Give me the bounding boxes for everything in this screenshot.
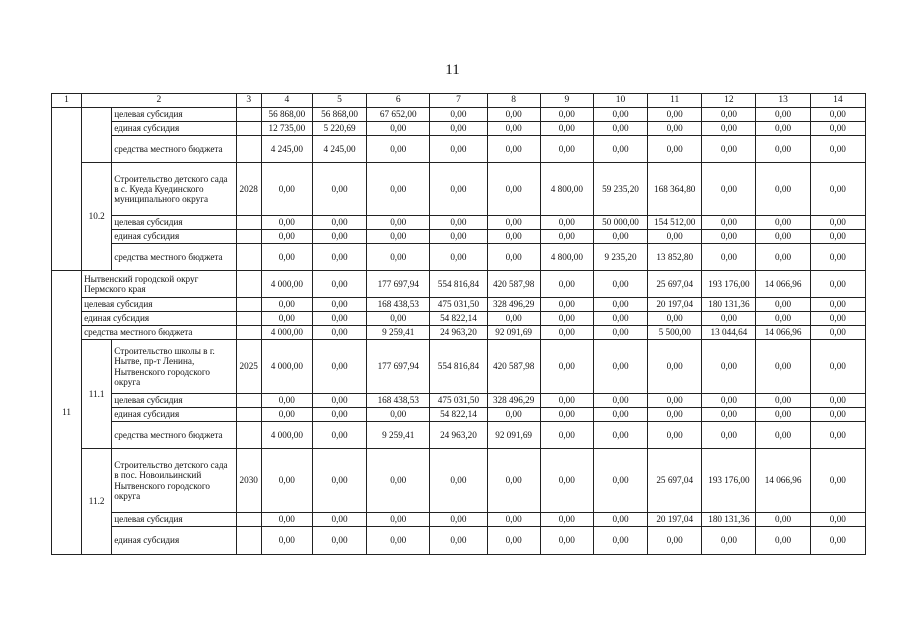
table-row xyxy=(52,244,866,271)
row-name: Нытвенский городской округ Пермского края xyxy=(82,271,237,298)
value-cell: 0,00 xyxy=(367,136,430,163)
table-row xyxy=(52,216,866,230)
table-row xyxy=(52,230,866,244)
row-name: единая субсидия xyxy=(112,408,236,422)
row-name: средства местного бюджета xyxy=(112,136,236,163)
budget-table xyxy=(51,93,866,555)
value-cell: 0,00 xyxy=(261,312,312,326)
year-cell xyxy=(236,136,261,163)
value-cell: 0,00 xyxy=(367,408,430,422)
value-cell: 0,00 xyxy=(312,271,366,298)
header-cell: 9 xyxy=(540,94,593,108)
value-cell: 0,00 xyxy=(810,527,865,555)
value-cell: 0,00 xyxy=(756,298,810,312)
value-cell: 0,00 xyxy=(487,527,540,555)
value-cell: 0,00 xyxy=(593,136,647,163)
value-cell: 0,00 xyxy=(810,122,865,136)
value-cell: 177 697,94 xyxy=(367,340,430,394)
value-cell: 180 131,36 xyxy=(702,513,756,527)
value-cell: 13 044,64 xyxy=(702,326,756,340)
subitem-number-cell: 11.1 xyxy=(82,340,112,449)
value-cell: 0,00 xyxy=(540,394,593,408)
value-cell: 67 652,00 xyxy=(367,108,430,122)
value-cell: 0,00 xyxy=(430,136,487,163)
year-cell: 2025 xyxy=(236,340,261,394)
value-cell: 554 816,84 xyxy=(430,271,487,298)
value-cell: 0,00 xyxy=(261,163,312,216)
row-name: целевая субсидия xyxy=(82,298,237,312)
value-cell: 0,00 xyxy=(810,163,865,216)
year-cell xyxy=(236,312,261,326)
value-cell: 0,00 xyxy=(261,513,312,527)
value-cell: 0,00 xyxy=(312,340,366,394)
value-cell: 0,00 xyxy=(810,513,865,527)
value-cell: 0,00 xyxy=(540,408,593,422)
value-cell: 0,00 xyxy=(648,527,702,555)
table-row xyxy=(52,513,866,527)
value-cell: 50 000,00 xyxy=(593,216,647,230)
value-cell: 0,00 xyxy=(540,271,593,298)
value-cell: 0,00 xyxy=(810,326,865,340)
value-cell: 0,00 xyxy=(810,216,865,230)
value-cell: 193 176,00 xyxy=(702,449,756,513)
row-name: Строительство детского сада в с. Куеда Куединского муниципального округа xyxy=(112,163,236,216)
value-cell: 475 031,50 xyxy=(430,394,487,408)
value-cell: 0,00 xyxy=(540,422,593,449)
table-row xyxy=(52,340,866,394)
value-cell: 0,00 xyxy=(430,122,487,136)
value-cell: 0,00 xyxy=(540,108,593,122)
value-cell: 0,00 xyxy=(367,230,430,244)
value-cell: 420 587,98 xyxy=(487,271,540,298)
value-cell: 0,00 xyxy=(593,230,647,244)
header-cell: 14 xyxy=(810,94,865,108)
value-cell: 0,00 xyxy=(648,108,702,122)
value-cell: 0,00 xyxy=(367,163,430,216)
value-cell: 0,00 xyxy=(312,513,366,527)
value-cell: 177 697,94 xyxy=(367,271,430,298)
value-cell: 0,00 xyxy=(593,122,647,136)
value-cell: 0,00 xyxy=(593,108,647,122)
subitem-number-cell xyxy=(82,108,112,163)
value-cell: 0,00 xyxy=(430,108,487,122)
value-cell: 0,00 xyxy=(702,122,756,136)
table-row xyxy=(52,527,866,555)
value-cell: 180 131,36 xyxy=(702,298,756,312)
value-cell: 0,00 xyxy=(487,230,540,244)
header-cell: 11 xyxy=(648,94,702,108)
row-name: целевая субсидия xyxy=(112,216,236,230)
row-name: целевая субсидия xyxy=(112,513,236,527)
value-cell: 0,00 xyxy=(312,230,366,244)
year-cell xyxy=(236,394,261,408)
value-cell: 0,00 xyxy=(810,136,865,163)
value-cell: 0,00 xyxy=(648,136,702,163)
value-cell: 0,00 xyxy=(756,340,810,394)
value-cell: 0,00 xyxy=(648,340,702,394)
value-cell: 25 697,04 xyxy=(648,271,702,298)
table-row xyxy=(52,163,866,216)
year-cell xyxy=(236,408,261,422)
value-cell: 0,00 xyxy=(756,422,810,449)
group-number-cell: 11 xyxy=(52,271,82,555)
value-cell: 0,00 xyxy=(312,408,366,422)
value-cell: 0,00 xyxy=(540,326,593,340)
year-cell xyxy=(236,326,261,340)
value-cell: 0,00 xyxy=(540,312,593,326)
header-cell: 13 xyxy=(756,94,810,108)
value-cell: 0,00 xyxy=(430,449,487,513)
value-cell: 9 235,20 xyxy=(593,244,647,271)
value-cell: 0,00 xyxy=(593,340,647,394)
value-cell: 0,00 xyxy=(593,271,647,298)
value-cell: 0,00 xyxy=(810,340,865,394)
value-cell: 0,00 xyxy=(261,449,312,513)
value-cell: 0,00 xyxy=(487,136,540,163)
value-cell: 0,00 xyxy=(540,136,593,163)
value-cell: 168 438,53 xyxy=(367,298,430,312)
value-cell: 0,00 xyxy=(593,422,647,449)
value-cell: 0,00 xyxy=(810,108,865,122)
header-cell: 3 xyxy=(236,94,261,108)
year-cell xyxy=(236,271,261,298)
table-row xyxy=(52,271,866,298)
table-row xyxy=(52,312,866,326)
value-cell: 0,00 xyxy=(312,449,366,513)
value-cell: 168 364,80 xyxy=(648,163,702,216)
value-cell: 0,00 xyxy=(702,230,756,244)
row-name: единая субсидия xyxy=(112,122,236,136)
value-cell: 4 000,00 xyxy=(261,340,312,394)
year-cell: 2030 xyxy=(236,449,261,513)
header-cell: 7 xyxy=(430,94,487,108)
value-cell: 9 259,41 xyxy=(367,326,430,340)
value-cell: 193 176,00 xyxy=(702,271,756,298)
table-row xyxy=(52,449,866,513)
value-cell: 0,00 xyxy=(756,230,810,244)
table-row xyxy=(52,326,866,340)
value-cell: 0,00 xyxy=(648,422,702,449)
value-cell: 0,00 xyxy=(702,163,756,216)
value-cell: 54 822,14 xyxy=(430,408,487,422)
value-cell: 0,00 xyxy=(367,244,430,271)
table-row xyxy=(52,122,866,136)
value-cell: 0,00 xyxy=(702,422,756,449)
value-cell: 0,00 xyxy=(487,312,540,326)
row-name: единая субсидия xyxy=(82,312,237,326)
value-cell: 9 259,41 xyxy=(367,422,430,449)
value-cell: 0,00 xyxy=(756,527,810,555)
row-name: целевая субсидия xyxy=(112,394,236,408)
table-row xyxy=(52,298,866,312)
value-cell: 0,00 xyxy=(593,527,647,555)
value-cell: 14 066,96 xyxy=(756,326,810,340)
value-cell: 0,00 xyxy=(540,527,593,555)
value-cell: 0,00 xyxy=(593,449,647,513)
value-cell: 56 868,00 xyxy=(312,108,366,122)
value-cell: 0,00 xyxy=(261,244,312,271)
value-cell: 0,00 xyxy=(430,527,487,555)
value-cell: 0,00 xyxy=(430,513,487,527)
value-cell: 0,00 xyxy=(648,312,702,326)
value-cell: 4 000,00 xyxy=(261,271,312,298)
value-cell: 0,00 xyxy=(648,394,702,408)
year-cell xyxy=(236,216,261,230)
header-row xyxy=(52,94,866,108)
value-cell: 0,00 xyxy=(487,449,540,513)
value-cell: 4 000,00 xyxy=(261,326,312,340)
value-cell: 4 000,00 xyxy=(261,422,312,449)
value-cell: 0,00 xyxy=(648,408,702,422)
value-cell: 0,00 xyxy=(593,298,647,312)
value-cell: 0,00 xyxy=(756,244,810,271)
value-cell: 13 852,80 xyxy=(648,244,702,271)
value-cell: 0,00 xyxy=(312,216,366,230)
value-cell: 12 735,00 xyxy=(261,122,312,136)
year-cell xyxy=(236,513,261,527)
header-cell: 2 xyxy=(82,94,237,108)
header-cell: 12 xyxy=(702,94,756,108)
value-cell: 0,00 xyxy=(487,216,540,230)
value-cell: 54 822,14 xyxy=(430,312,487,326)
value-cell: 0,00 xyxy=(540,340,593,394)
value-cell: 0,00 xyxy=(261,408,312,422)
value-cell: 0,00 xyxy=(367,513,430,527)
value-cell: 0,00 xyxy=(593,326,647,340)
subitem-number-cell: 10.2 xyxy=(82,163,112,271)
value-cell: 0,00 xyxy=(756,408,810,422)
value-cell: 0,00 xyxy=(593,312,647,326)
year-cell xyxy=(236,422,261,449)
value-cell: 0,00 xyxy=(810,298,865,312)
value-cell: 0,00 xyxy=(756,312,810,326)
year-cell xyxy=(236,108,261,122)
value-cell: 20 197,04 xyxy=(648,513,702,527)
value-cell: 0,00 xyxy=(702,136,756,163)
value-cell: 0,00 xyxy=(756,394,810,408)
table-row xyxy=(52,422,866,449)
value-cell: 0,00 xyxy=(312,326,366,340)
value-cell: 0,00 xyxy=(756,216,810,230)
year-cell xyxy=(236,122,261,136)
row-name: средства местного бюджета xyxy=(82,326,237,340)
value-cell: 56 868,00 xyxy=(261,108,312,122)
value-cell: 0,00 xyxy=(261,298,312,312)
value-cell: 0,00 xyxy=(810,312,865,326)
value-cell: 154 512,00 xyxy=(648,216,702,230)
table-row xyxy=(52,408,866,422)
value-cell: 0,00 xyxy=(702,108,756,122)
value-cell: 0,00 xyxy=(367,312,430,326)
value-cell: 20 197,04 xyxy=(648,298,702,312)
value-cell: 24 963,20 xyxy=(430,326,487,340)
value-cell: 554 816,84 xyxy=(430,340,487,394)
value-cell: 0,00 xyxy=(430,244,487,271)
value-cell: 0,00 xyxy=(312,298,366,312)
subitem-number-cell: 11.2 xyxy=(82,449,112,555)
value-cell: 475 031,50 xyxy=(430,298,487,312)
value-cell: 420 587,98 xyxy=(487,340,540,394)
value-cell: 0,00 xyxy=(593,408,647,422)
value-cell: 0,00 xyxy=(810,449,865,513)
table-row xyxy=(52,108,866,122)
header-cell: 6 xyxy=(367,94,430,108)
value-cell: 0,00 xyxy=(810,230,865,244)
value-cell: 0,00 xyxy=(756,122,810,136)
value-cell: 0,00 xyxy=(756,136,810,163)
value-cell: 0,00 xyxy=(540,122,593,136)
page-number: 11 xyxy=(445,62,460,78)
value-cell: 0,00 xyxy=(593,513,647,527)
value-cell: 0,00 xyxy=(261,216,312,230)
value-cell: 4 245,00 xyxy=(312,136,366,163)
row-name: средства местного бюджета xyxy=(112,422,236,449)
value-cell: 0,00 xyxy=(702,312,756,326)
header-cell: 8 xyxy=(487,94,540,108)
year-cell xyxy=(236,298,261,312)
value-cell: 0,00 xyxy=(367,527,430,555)
value-cell: 0,00 xyxy=(702,394,756,408)
value-cell: 0,00 xyxy=(702,244,756,271)
value-cell: 4 245,00 xyxy=(261,136,312,163)
header-cell: 10 xyxy=(593,94,647,108)
table-row xyxy=(52,136,866,163)
year-cell: 2028 xyxy=(236,163,261,216)
value-cell: 0,00 xyxy=(810,408,865,422)
value-cell: 0,00 xyxy=(487,163,540,216)
value-cell: 59 235,20 xyxy=(593,163,647,216)
row-name: средства местного бюджета xyxy=(112,244,236,271)
value-cell: 328 496,29 xyxy=(487,394,540,408)
row-name: целевая субсидия xyxy=(112,108,236,122)
header-cell: 4 xyxy=(261,94,312,108)
header-cell: 1 xyxy=(52,94,82,108)
year-cell xyxy=(236,244,261,271)
value-cell: 0,00 xyxy=(702,408,756,422)
value-cell: 4 800,00 xyxy=(540,244,593,271)
value-cell: 0,00 xyxy=(367,216,430,230)
value-cell: 0,00 xyxy=(702,340,756,394)
value-cell: 0,00 xyxy=(540,298,593,312)
value-cell: 0,00 xyxy=(648,122,702,136)
value-cell: 4 800,00 xyxy=(540,163,593,216)
value-cell: 168 438,53 xyxy=(367,394,430,408)
value-cell: 328 496,29 xyxy=(487,298,540,312)
value-cell: 0,00 xyxy=(810,422,865,449)
value-cell: 0,00 xyxy=(810,394,865,408)
value-cell: 0,00 xyxy=(540,513,593,527)
row-name: единая субсидия xyxy=(112,527,236,555)
value-cell: 0,00 xyxy=(487,122,540,136)
value-cell: 0,00 xyxy=(312,244,366,271)
value-cell: 0,00 xyxy=(487,408,540,422)
value-cell: 0,00 xyxy=(430,216,487,230)
value-cell: 0,00 xyxy=(702,216,756,230)
value-cell: 92 091,69 xyxy=(487,422,540,449)
table-row xyxy=(52,394,866,408)
value-cell: 0,00 xyxy=(810,244,865,271)
value-cell: 0,00 xyxy=(540,216,593,230)
year-cell xyxy=(236,527,261,555)
row-name: Строительство школы в г. Нытве, пр-т Ленина, Нытвенского городского округа xyxy=(112,340,236,394)
value-cell: 0,00 xyxy=(756,163,810,216)
value-cell: 0,00 xyxy=(756,108,810,122)
value-cell: 0,00 xyxy=(312,163,366,216)
value-cell: 0,00 xyxy=(367,122,430,136)
value-cell: 0,00 xyxy=(261,527,312,555)
value-cell: 0,00 xyxy=(261,394,312,408)
header-cell: 5 xyxy=(312,94,366,108)
value-cell: 0,00 xyxy=(261,230,312,244)
value-cell: 0,00 xyxy=(367,449,430,513)
year-cell xyxy=(236,230,261,244)
row-name: единая субсидия xyxy=(112,230,236,244)
value-cell: 25 697,04 xyxy=(648,449,702,513)
value-cell: 0,00 xyxy=(312,422,366,449)
value-cell: 0,00 xyxy=(593,394,647,408)
value-cell: 0,00 xyxy=(312,394,366,408)
value-cell: 5 220,69 xyxy=(312,122,366,136)
value-cell: 0,00 xyxy=(430,230,487,244)
value-cell: 0,00 xyxy=(540,230,593,244)
value-cell: 0,00 xyxy=(312,527,366,555)
value-cell: 14 066,96 xyxy=(756,449,810,513)
value-cell: 5 500,00 xyxy=(648,326,702,340)
value-cell: 0,00 xyxy=(648,230,702,244)
value-cell: 0,00 xyxy=(312,312,366,326)
value-cell: 14 066,96 xyxy=(756,271,810,298)
value-cell: 0,00 xyxy=(810,271,865,298)
value-cell: 24 963,20 xyxy=(430,422,487,449)
value-cell: 0,00 xyxy=(540,449,593,513)
value-cell: 0,00 xyxy=(430,163,487,216)
value-cell: 0,00 xyxy=(702,527,756,555)
group-number-cell xyxy=(52,108,82,271)
value-cell: 0,00 xyxy=(756,513,810,527)
row-name: Строительство детского сада в пос. Новоильинский Нытвенского городского округа xyxy=(112,449,236,513)
value-cell: 92 091,69 xyxy=(487,326,540,340)
value-cell: 0,00 xyxy=(487,513,540,527)
value-cell: 0,00 xyxy=(487,108,540,122)
value-cell: 0,00 xyxy=(487,244,540,271)
